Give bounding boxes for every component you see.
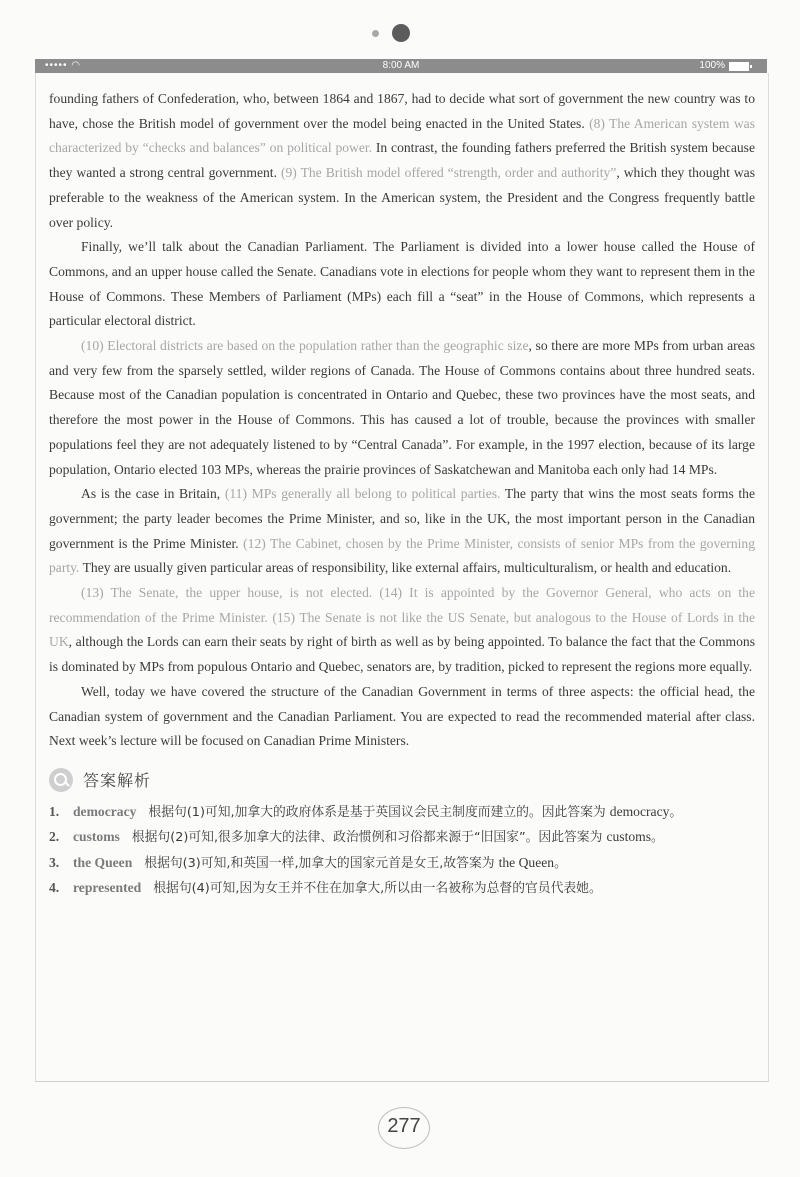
- analysis-title: 答案解析: [83, 771, 152, 791]
- page-number-badge: [378, 1107, 430, 1149]
- paragraph-1: [49, 87, 755, 235]
- text-run: founding fathers of Confederation, who, between 1864 and 1867, had to decide what sort of government the new country was to have, chose the British model of government over the model being enacted in the United States.: [49, 91, 755, 131]
- answer-keyword: represented: [73, 880, 142, 896]
- answer-term: democracy: [609, 803, 670, 819]
- text-run: , so there are more MPs from urban areas and very few from the sparsely settled, wilder regions of Canada. The House of Commons contains about three hundred seats. Because most of the Canadian population is concentrated in Ontario and Quebec, these two provinces have the most seats, and therefore the most power in the House of Commons. This has caused a lot of trouble, because the provinces with smaller populations feel they are not adequately listened to by “Central Canada”. For example, in the 1997 election, because of its large population, Ontario elected 103 MPs, whereas the prairie provinces of Saskatchewan and Manitoba each only had 14 MPs.: [49, 338, 755, 477]
- battery-icon: [729, 62, 749, 71]
- answer-number: 4.: [49, 880, 60, 896]
- answer-text: 根据句(3)可知,和英国一样,加拿大的国家元首是女王,故答案为: [144, 855, 499, 871]
- answer-number: 2.: [49, 829, 60, 845]
- answer-keyword: customs: [73, 829, 120, 845]
- answer-term: the Queen: [498, 854, 555, 870]
- device-camera: [0, 22, 800, 46]
- paragraph-3: [49, 334, 755, 482]
- answer-item: [49, 800, 755, 826]
- answer-keyword: the Queen: [73, 854, 133, 870]
- answer-list: [49, 800, 755, 902]
- text-run: In contrast, the founding fathers preferred the British system because they wanted a strong central government.: [49, 140, 755, 181]
- paragraph-4: [49, 482, 755, 581]
- answer-text-end: 。: [651, 830, 664, 846]
- status-time: 8:00 AM: [382, 60, 420, 71]
- key-sentence-12: (12) The Cabinet, chosen by the Prime Minister, consists of senior MPs from the governing party.: [49, 535, 755, 576]
- text-run: As is the case in Britain,: [81, 486, 225, 502]
- answer-text: 根据句(2)可知,很多加拿大的法律、政治惯例和习俗都来源于“旧国家”。因此答案为: [131, 830, 607, 846]
- answer-number: 3.: [49, 854, 60, 870]
- answer-text: 根据句(4)可知,因为女王并不住在加拿大,所以由一名被称为总督的官员代表她。: [153, 881, 602, 897]
- battery-percent: 100%: [699, 60, 725, 71]
- text-run: , which they thought was preferable to the weakness of the American system. In the American system, the President and the Congress frequently battle over policy.: [49, 165, 756, 230]
- answer-text-end: 。: [554, 855, 567, 871]
- answer-term: customs: [606, 829, 652, 845]
- answer-text: 根据句(1)可知,加拿大的政府体系是基于英国议会民主制度而建立的。因此答案为: [148, 804, 610, 820]
- answer-item: [49, 851, 755, 877]
- answer-keyword: democracy: [73, 803, 137, 819]
- text-run: They are usually given particular areas of responsibility, like external affairs, multiculturalism, or health and education.: [79, 560, 732, 576]
- text-run: , although the Lords can earn their seats by right of birth as well as by being appointed. To balance the fact that the Commons is dominated by MPs from populous Ontario and Quebec, senators are, by tradition, picked to represent the regions more equally.: [49, 634, 755, 675]
- paragraph-6: Well, today we have covered the structure of the Canadian Government in terms of three aspects: the official head, the Canadian system of government and the Canadian Parliament. You are expected to read the recommended material after class. Next week’s lecture will be focused on Canadian Prime Ministers.: [49, 683, 755, 749]
- answer-body: [73, 825, 755, 851]
- document-content: [49, 87, 755, 902]
- camera-sensor: [372, 30, 379, 37]
- status-bar: [35, 59, 767, 73]
- key-sentence-11: (11) MPs generally all belong to political parties.: [224, 486, 501, 502]
- answer-number: 1.: [49, 803, 60, 819]
- answer-body: [73, 800, 755, 826]
- text-run: The party that wins the most seats forms the government; the party leader becomes the Prime Minister, and so, like in the UK, the most important person in the Canadian government is the Prime Minister.: [49, 486, 755, 551]
- answer-body: [73, 876, 755, 902]
- answer-body: [73, 851, 755, 877]
- key-sentence-9: (9) The British model offered “strength, order and authority”: [280, 165, 617, 181]
- page-number: 277: [387, 1115, 421, 1137]
- signal-icon: ••••• ◠: [45, 60, 82, 71]
- key-sentence-10: (10) Electoral districts are based on the population rather than the geographic size: [81, 338, 529, 354]
- paragraph-5: [49, 581, 755, 680]
- paragraph-2: Finally, we’ll talk about the Canadian Parliament. The Parliament is divided into a lower house called the House of Commons, and an upper house called the Senate. Canadians vote in elections for people whom they want to represent them in the House of Commons. These Members of Parliament (MPs) each fill a “seat” in the House of Commons, which represents a particular electoral district.: [49, 239, 755, 329]
- key-sentence-13-15: (13) The Senate, the upper house, is not elected. (14) It is appointed by the Governor General, who acts on the recommendation of the Prime Minister. (15) The Senate is not like the US Senate, but analogous to the House of Lords in the UK: [49, 585, 755, 650]
- answer-text-end: 。: [669, 804, 683, 820]
- camera-lens: [392, 24, 410, 42]
- answer-item: [49, 876, 755, 902]
- key-sentence-8: (8) The American system was characterized by “checks and balances” on political power.: [49, 115, 755, 156]
- magnifier-icon: [49, 768, 73, 792]
- answer-item: [49, 825, 755, 851]
- analysis-header: [49, 766, 755, 794]
